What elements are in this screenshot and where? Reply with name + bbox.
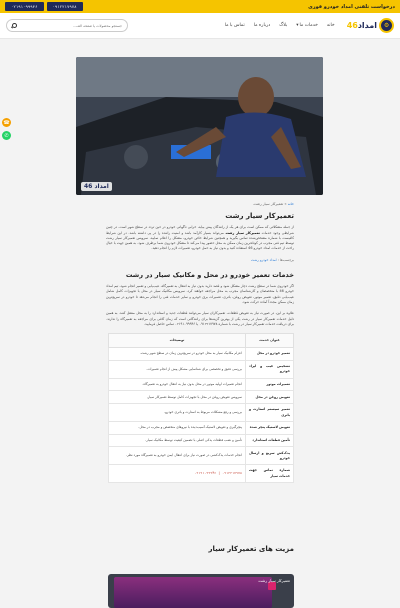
table-cell-service: تعمیر خودرو در محل — [246, 348, 294, 361]
nav-item-contact[interactable]: تماس با ما — [224, 23, 245, 28]
hero-watermark-logo: امداد 46 — [81, 182, 112, 191]
floating-whatsapp-button[interactable] — [2, 131, 11, 140]
table-cell-service: تعمیرات موتور — [246, 378, 294, 391]
page-title: تعمیرکار سیار رشت — [225, 211, 294, 220]
nav-item-blog[interactable]: بلاگ — [279, 23, 288, 28]
section-heading: خدمات تعمیر خودرو در محل و مکانیک سیار در رشت — [125, 271, 294, 279]
services-table — [108, 333, 294, 483]
table-cell-description: پنچرگیری و تعویض لاستیک آسیب‌دیده با نیروهای متخصص و مجرب در محل. — [109, 421, 246, 434]
advantages-heading: مزیت های تعمیرکار سیار — [208, 545, 294, 553]
logo-number: 46 — [346, 21, 358, 30]
table-cell-description: بررسی و رفع مشکلات مربوط به استارت و باتری خودرو. — [109, 404, 246, 422]
logo-text: امداد — [357, 21, 377, 30]
intro-paragraph: از جمله مشکلاتی که ممکن است برای هر یک از رانندگان پیش بیاید، خرابی ناگهانی خودرو در حین تردد در سطح شهر است. در چنین شرایطی وجود خدمات تعمیرکار سیار رشت می‌تواند بسیار کارآمد باشد و امنیت راننده را در پی داشته باشد. در این شرایط کافیست با شماره مشخص‌شده تماس بگیرید و همچنین شرایط خاص خودرو، مشکل را اعلام نمایید. سرویس تعمیرکار سیار رشت توسط تیم فنی مجرب در کوتاه‌ترین زمان ممکن به محل حضور پیدا می‌کند تا مشکل خودروی شما برطرف شود. به همین جهت با خیال راحت از خدمات امداد خودرو 46 استفاده کنید و بدون نیاز به حمل خودرو، تعمیرات لازم را انجام دهید. — [106, 225, 294, 251]
table-cell-description: سرویس تعویض روغن در محل با تجهیزات کامل توسط تعمیرکار سیار. — [109, 391, 246, 404]
search-icon[interactable] — [12, 23, 17, 28]
table-header-row — [109, 334, 294, 348]
main-nav — [225, 23, 335, 28]
site-logo[interactable] — [347, 18, 394, 33]
table-row — [109, 421, 294, 434]
breadcrumb: خانه » تعمیرکار سیار رشت — [253, 202, 294, 206]
video-badge-icon — [268, 582, 276, 590]
phone-button-2[interactable]: ۰۹۱۲۲۱۷۹۷۸ — [47, 2, 83, 11]
phone-icon: ☎ — [3, 119, 10, 126]
table-cell-phone[interactable] — [109, 465, 246, 483]
intro-bold-keyword: تعمیرکار سیار رشت — [225, 230, 260, 235]
whatsapp-icon: ✆ — [4, 132, 9, 139]
table-cell-description: بررسی دقیق و تخصصی برای شناسایی مشکل پیش از انجام تعمیرات. — [109, 360, 246, 378]
table-cell-service: تأمین قطعات استاندارد — [246, 434, 294, 447]
table-row — [109, 391, 294, 404]
table-cell-service: تعویض لاستیک پنچر شده — [246, 421, 294, 434]
video-title: تعمیرکار سیار رشت — [258, 578, 290, 583]
table-row — [109, 434, 294, 447]
floating-call-button[interactable] — [2, 118, 11, 127]
table-row — [109, 447, 294, 465]
table-header-service: عنوان خدمت — [246, 334, 294, 348]
article-content — [106, 202, 294, 483]
tags-line — [106, 258, 294, 263]
nav-item-home[interactable]: خانه — [326, 23, 335, 28]
promo-text: درخواست تلفنی امداد خودرو فوری — [308, 3, 395, 10]
nav-item-about[interactable]: درباره ما — [253, 23, 271, 28]
top-announcement-bar — [0, 0, 400, 13]
table-row — [109, 360, 294, 378]
search-input[interactable] — [17, 24, 122, 28]
nav-item-services[interactable]: خدمات ما ▾ — [296, 23, 318, 28]
table-cell-description: انجام خدمات یدک‌کشی در صورت نیاز برای انتقال ایمن خودرو به تعمیرگاه مورد نظر. — [109, 447, 246, 465]
tags-label: برچسب‌ها : — [277, 257, 294, 262]
search-box — [6, 19, 128, 32]
table-cell-service: تشخیص عیب و ایراد خودرو — [246, 360, 294, 378]
parts-paragraph: علاوه بر این، در صورت نیاز به تعویض قطعات، تعمیرکاران سیار می‌توانند قطعات جدید و استاندارد را به محل منتقل کنند. به همین دلیل خدمات تعمیرکار سیار در رشت یکی از بهترین گزینه‌ها برای رانندگانی است که زمان کافی برای مراجعه به تعمیرگاه را ندارند. برای دریافت خدمات تعمیرکار سیار در رشت با شماره ۰۹۱۲۲۱۷۹۷۸ یا ۰۲۱۹۱۰۹۹۹۴۶ تماس حاصل فرمایید. — [106, 311, 294, 326]
table-cell-service: شماره تماس جهت خدمات سیار — [246, 465, 294, 483]
services-paragraph: اگر خودروی شما در سطح رشت دچار مشکل شود و قصد دارید بدون نیاز به انتقال به تعمیرگاه، عیب‌یابی و تعمیر انجام شود، تیم امداد خودرو 46 با متخصصان و کارشناسان مجرب به محل مراجعه خواهند کرد. سرویس مکانیک سیار در محل با تجهیزات کامل شامل عیب‌یابی دقیق، تعمیر موتور، تعویض روغن، باتری، تعمیرات برق خودرو و سایر خدمات فنی را انجام می‌دهد تا خودرو در سریع‌ترین زمان ممکن مجدداً آماده حرکت شود. — [106, 284, 295, 305]
table-header-description: توضیحات — [109, 334, 246, 348]
chevron-down-icon: ▾ — [296, 23, 299, 28]
table-cell-service: تعویض روغن در محل — [246, 391, 294, 404]
phone-numbers[interactable]: ۰۹۱۲۲۱۷۹۷۸ | ۰۲۱۹۱۰۹۹۹۴۶ — [194, 470, 242, 475]
mechanic-photo — [76, 57, 323, 195]
breadcrumb-home[interactable]: خانه — [287, 202, 294, 206]
breadcrumb-current: تعمیرکار سیار رشت — [253, 202, 284, 206]
hero-image — [76, 57, 323, 195]
table-cell-description: تأمین و نصب قطعات یدکی اصلی با تضمین کیفیت توسط مکانیک سیار. — [109, 434, 246, 447]
table-row — [109, 404, 294, 422]
table-row — [109, 378, 294, 391]
table-cell-description: انجام تعمیرات اولیه موتور در محل بدون نیاز به انتقال خودرو به تعمیرگاه. — [109, 378, 246, 391]
logo-emblem-icon: ⚙ — [379, 18, 394, 33]
video-frame — [114, 577, 272, 608]
table-cell-service: تعمیر سیستم استارت و باتری — [246, 404, 294, 422]
table-row — [109, 348, 294, 361]
tag-link[interactable]: امداد خودرو رشت — [251, 257, 277, 262]
table-cell-description: اعزام مکانیک سیار به محل خودرو در سریع‌ترین زمان در سطح شهر رشت. — [109, 348, 246, 361]
video-thumbnail[interactable] — [108, 574, 294, 608]
phone-buttons — [5, 2, 83, 11]
site-header — [0, 13, 400, 39]
table-row — [109, 465, 294, 483]
table-cell-service: یدک‌کش سریع و ارسال خودرو — [246, 447, 294, 465]
phone-button-1[interactable]: ۰۲۱۹۱۰۹۹۹۴۶ — [5, 2, 44, 11]
